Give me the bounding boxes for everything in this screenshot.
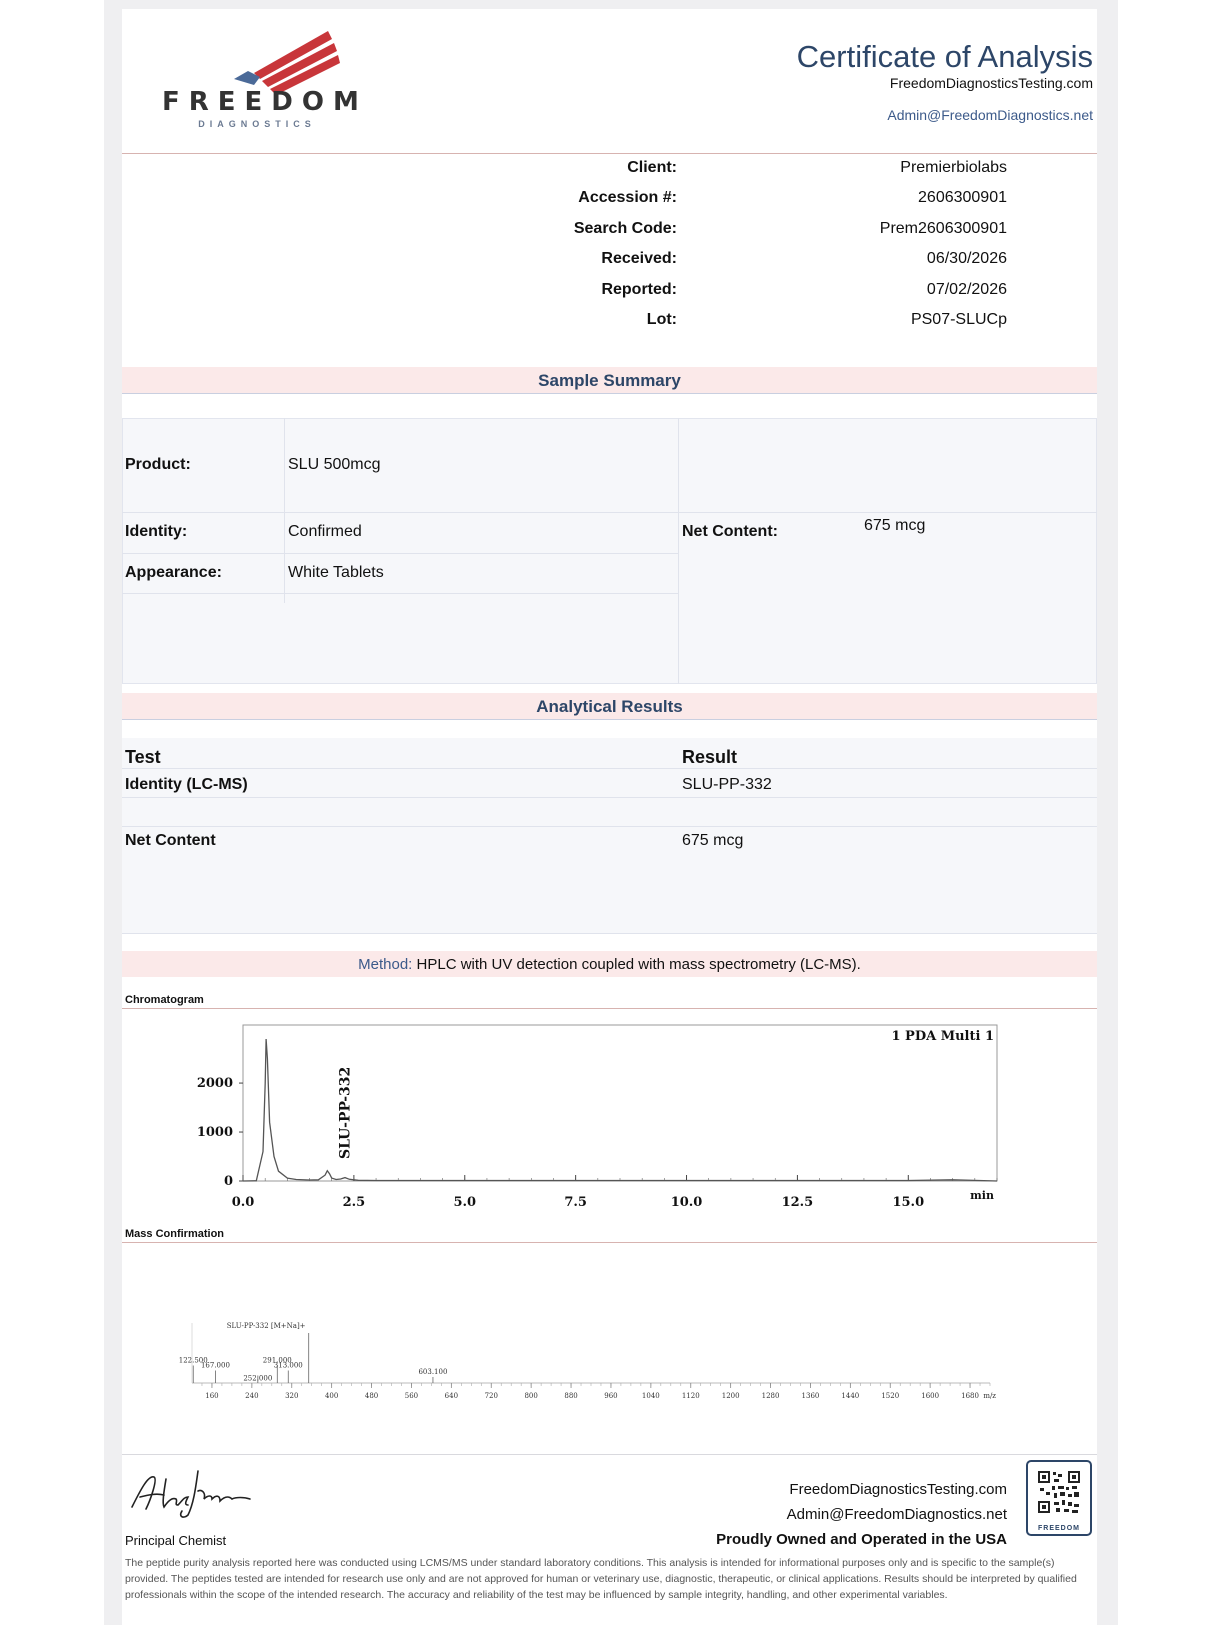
x-tick-label: 320	[285, 1392, 299, 1400]
info-label: Lot:	[646, 311, 677, 328]
summary-divider	[678, 418, 679, 684]
info-row-search-code	[122, 220, 1097, 250]
sample-summary-bar	[122, 367, 1097, 394]
x-tick-label: 2.5	[342, 1195, 366, 1210]
mass-peak-label: 252.000	[243, 1374, 273, 1383]
footer-website-link[interactable]: FreedomDiagnosticsTesting.com	[789, 1481, 1007, 1498]
x-tick-label: 480	[364, 1392, 379, 1400]
table-row-test: Net Content	[125, 832, 216, 849]
table-row-result: 675 mcg	[682, 832, 744, 849]
x-tick-label: 240	[245, 1392, 259, 1400]
x-tick-label: 15.0	[892, 1195, 925, 1210]
summary-divider	[122, 512, 1097, 513]
info-label: Search Code:	[573, 220, 677, 237]
x-tick-label: 1040	[641, 1392, 660, 1400]
disclaimer-text: The peptide purity analysis reported here was conducted using LCMS/MS under standard laboratory conditions. This analysis is intended for informational purposes only and is specific to the sample(s) provided. The peptides tested are intended for research use only and are not approved for human or veterinary use, diagnostic, therapeutic, or clinical applications. Results should be interpreted by qualified professionals within the scope of the intended research. The accuracy and reliability of the test may be influenced by sample integrity, handling, and other experimental variables.	[125, 1557, 1077, 1601]
mass-confirmation-title: Mass Confirmation	[125, 1228, 225, 1240]
mass-peak-label: 313.000	[273, 1361, 303, 1370]
x-tick-label: 1520	[881, 1392, 900, 1400]
mass-spectrum-chart	[122, 1243, 1097, 1443]
results-divider	[122, 826, 1097, 827]
footer-tagline: Proudly Owned and Operated in the USA	[716, 1531, 1007, 1548]
mass-peak-label: 122.500	[178, 1356, 208, 1365]
info-row-reported	[122, 281, 1097, 311]
x-tick-label: 1280	[761, 1392, 780, 1400]
signer-role: Principal Chemist	[125, 1533, 227, 1548]
results-col-test: Test	[125, 747, 161, 767]
x-tick-label: 1440	[841, 1392, 860, 1400]
results-divider	[122, 933, 1097, 934]
summary-divider	[284, 418, 285, 603]
brand-name: FREEDOM	[162, 87, 368, 117]
results-divider	[122, 797, 1097, 798]
net-content-value: 675 mcg	[864, 517, 926, 534]
info-label: Reported:	[601, 281, 677, 298]
x-tick-label: 5.0	[453, 1195, 477, 1210]
info-value: Premierbiolabs	[900, 159, 1007, 176]
identity-value: Confirmed	[288, 523, 362, 540]
x-axis-label: min	[970, 1189, 994, 1202]
method-bar	[122, 951, 1097, 977]
x-tick-label: 1360	[801, 1392, 820, 1400]
x-tick-label: 400	[324, 1392, 339, 1400]
x-tick-label: 12.5	[781, 1195, 814, 1210]
sample-summary-panel	[122, 418, 1097, 684]
info-value: 06/30/2026	[926, 250, 1007, 267]
peak-label: SLU-PP-332	[337, 1066, 354, 1159]
brand-subtitle: DIAGNOSTICS	[198, 119, 316, 129]
x-tick-label: 160	[205, 1392, 219, 1400]
mass-peak-label: 167.000	[200, 1361, 230, 1370]
footer-divider	[122, 1454, 1097, 1455]
x-axis-label: m/z	[983, 1392, 996, 1400]
x-tick-label: 1680	[961, 1392, 979, 1400]
appearance-label: Appearance:	[125, 564, 222, 581]
y-tick-label: 0	[223, 1174, 233, 1189]
info-row-accession	[122, 189, 1097, 219]
page-title: Certificate of Analysis	[796, 39, 1093, 74]
info-value: Prem2606300901	[879, 220, 1007, 237]
header-website: FreedomDiagnosticsTesting.com	[889, 75, 1093, 91]
qr-caption: FREEDOM	[1038, 1525, 1080, 1532]
method-text: HPLC with UV detection coupled with mass spectrometry (LC-MS).	[416, 956, 861, 973]
x-tick-label: 10.0	[670, 1195, 703, 1210]
mass-peak-label: 603.100	[418, 1368, 448, 1376]
table-row-result: SLU-PP-332	[682, 776, 772, 793]
info-row-client	[122, 159, 1097, 189]
info-label: Received:	[601, 250, 677, 267]
results-divider	[122, 768, 1097, 769]
info-value: 07/02/2026	[926, 281, 1007, 298]
y-tick-label: 1000	[196, 1125, 233, 1141]
identity-label: Identity:	[125, 523, 188, 540]
info-row-received	[122, 250, 1097, 280]
info-value: 2606300901	[918, 189, 1007, 206]
x-tick-label: 0.0	[231, 1195, 255, 1210]
series-line	[243, 1039, 997, 1181]
info-label: Client:	[627, 159, 677, 176]
x-tick-label: 960	[604, 1392, 618, 1400]
method-label: Method:	[358, 956, 413, 973]
results-col-result: Result	[682, 747, 738, 767]
signature-image	[126, 1461, 256, 1521]
product-value: SLU 500mcg	[288, 456, 381, 473]
summary-divider	[122, 553, 678, 554]
x-tick-label: 560	[404, 1392, 419, 1400]
certificate-sheet	[122, 9, 1097, 1625]
table-row-test: Identity (LC-MS)	[125, 776, 248, 793]
qr-code[interactable]	[1026, 1460, 1092, 1536]
x-tick-label: 7.5	[564, 1195, 587, 1210]
sample-summary-heading: Sample Summary	[538, 371, 681, 390]
x-tick-label: 640	[444, 1392, 459, 1400]
legend-label: 1 PDA Multi 1	[891, 1029, 994, 1044]
appearance-value: White Tablets	[288, 564, 384, 581]
info-row-lot	[122, 311, 1097, 341]
y-tick-label: 2000	[196, 1076, 233, 1092]
info-label: Accession #:	[578, 189, 677, 206]
net-content-label: Net Content:	[682, 523, 778, 540]
analytical-results-heading: Analytical Results	[536, 697, 683, 716]
header-email: Admin@FreedomDiagnostics.net	[887, 107, 1093, 123]
summary-divider	[122, 593, 678, 594]
footer-email-link[interactable]: Admin@FreedomDiagnostics.net	[786, 1506, 1007, 1523]
product-label: Product:	[125, 456, 191, 473]
chromatogram-title: Chromatogram	[125, 994, 204, 1006]
chromatogram-chart	[122, 1009, 1097, 1221]
header-divider	[122, 153, 1097, 154]
plot-frame	[243, 1025, 997, 1181]
analytical-results-bar	[122, 693, 1097, 720]
x-tick-label: 800	[524, 1392, 538, 1400]
x-tick-label: 1600	[921, 1392, 940, 1400]
x-tick-label: 720	[484, 1392, 498, 1400]
mass-peak-label: SLU-PP-332 [M+Na]+	[226, 1322, 306, 1330]
x-tick-label: 1120	[681, 1392, 700, 1400]
x-tick-label: 880	[564, 1392, 578, 1400]
x-tick-label: 1200	[721, 1392, 740, 1400]
mass-peak-label: 291.000	[262, 1356, 292, 1365]
info-value: PS07-SLUCp	[910, 311, 1007, 328]
qr-code-icon	[1028, 1464, 1090, 1524]
